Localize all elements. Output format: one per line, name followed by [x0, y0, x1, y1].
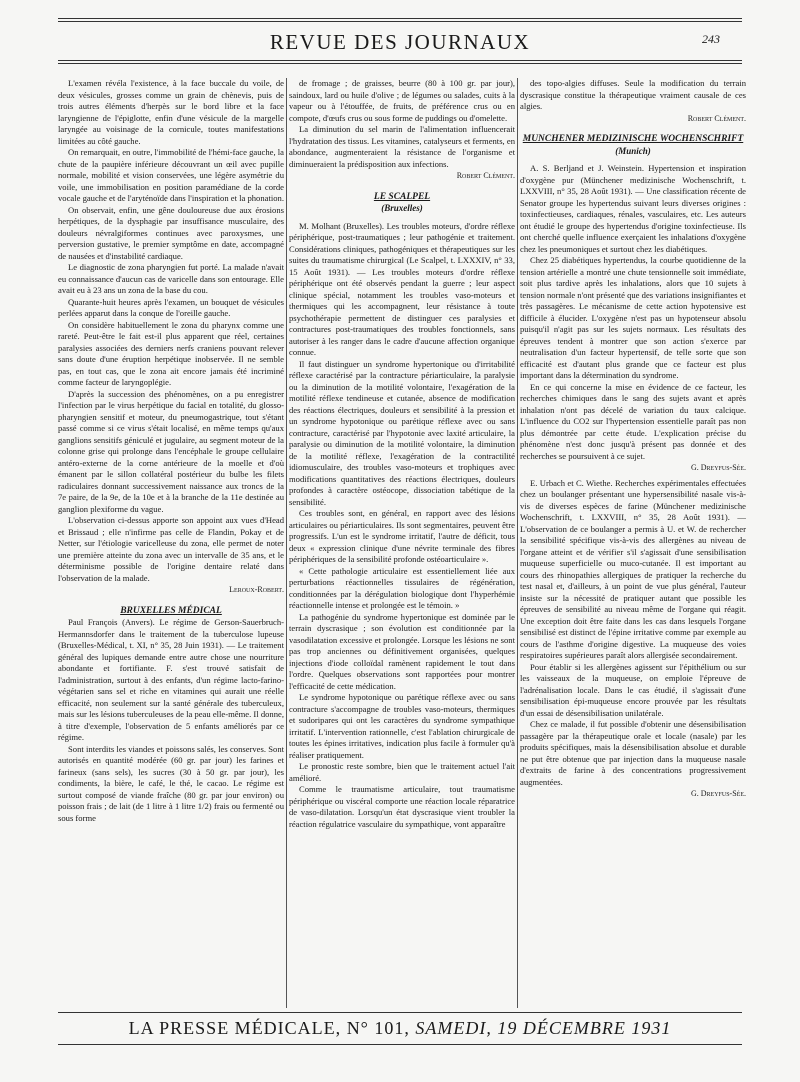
- paragraph: A. S. Berljand et J. Weinstein. Hypertension et inspiration d'oxygène pur (Münchener medizinische Wochenschrift, t. LXXVIII, n° 35, 28 Août 1931). — Une classification récente de Senator groupe les hypertendus suivant leurs diverses origines : toxinfectieuses, cardiaques, rénales, vasculaires, etc. Les auteurs ont étudié le groupe des hypertendus d'origine toxinfectieuse. Ils ont cherché quelle influence exerçaient les inhalations d'oxygène chez les pneumoniques et surtout chez les diabétiques.: [520, 163, 746, 254]
- text-column-2: [289, 78, 515, 1008]
- section-heading: MUNCHENER MEDIZINISCHE WOCHENSCHRIFT: [522, 134, 744, 144]
- text-column-3: [520, 78, 746, 1008]
- author-signature: G. Dreyfus-Sée.: [690, 463, 746, 472]
- paragraph: En ce qui concerne la mise en évidence de ce facteur, les recherches chimiques dans le sang des sujets avant et après inhalation n'ont pas décelé de variation du taux calcique. L'influence du CO2 sur l'hypertension essentielle paraît pas non plus démontrée par cette étude. L'explication précise du phénomène n'est donc jusqu'à présent pas donnée et des recherches se poursuivent à ce sujet.: [520, 381, 746, 461]
- author-signature: Leroux-Robert.: [229, 585, 284, 594]
- column-divider: [517, 78, 518, 1008]
- paragraph: Pour établir si les allergènes agissent sur l'épithélium ou sur les vaisseaux de la muqueuse, on emploie l'épreuve de l'adrénalisation locale. Dans le cas étudié, il s'agissait d'une sensibilisation épi-muqueuse encore prouvée par les résultats d'un essai de désensibilisation unilatérale.: [520, 661, 746, 718]
- paragraph: Chez ce malade, il fut possible d'obtenir une désensibilisation passagère par la thérapeutique orale et locale (nasale) par les produits spécifiques, mais la désensibilisation absolue et durable ne put être obtenue que par injection dans la muqueuse nasale d'extraits de farine à des concentrations progressivement augmentées.: [520, 719, 746, 787]
- paragraph: Ces troubles sont, en général, en rapport avec des lésions articulaires ou périarticulaires. Ils sont segmentaires, peuvent être progressifs. L'un est le syndrome irritatif, l'autre de déficit, tous deux « expression clinique d'une névrite terminale des fibres périphériques de la sensibilité profonde ostéoarticulaire ».: [289, 508, 515, 564]
- paragraph: On observait, enfin, une gêne douloureuse due aux érosions herpétiques, de la dysphagie par insuffisance musculaire, des douleurs névralgiformes continues avec paroxysmes, une perversion gustative, le premier symptôme en date, accompagné de nausées et d'instabilité cardiaque.: [58, 204, 284, 261]
- paragraph: Le pronostic reste sombre, bien que le traitement actuel l'ait amélioré.: [289, 761, 515, 783]
- text-column-1: [58, 78, 284, 1008]
- paragraph: L'observation ci-dessus apporte son appoint aux vues d'Head et Brissaud ; elle n'infirme pas celle de Flandin, Pokay et de Netter, sur l'étiologie varicelleuse du zona, elle permet de noter une première atteinte du zona avec un intervalle de 35 ans, et le déterminisme possible de l'origine dentaire relaté dans l'observation de la malade.: [58, 515, 284, 583]
- page-number: 243: [702, 32, 720, 46]
- paragraph: E. Urbach et C. Wiethe. Recherches expérimentales effectuées chez un boulanger présentant une hypersensibilité nasale vis-à-vis de diverses espèces de farine (Münchener medizinische Wochenschrift, t. LXXVIII, n° 35, 28 Août 1931). — L'observation de ce boulanger a permis à U. et W. de rechercher la sensibilité spécifique vis-à-vis des allergènes au niveau de l'organe atteint et de vérifier s'il s'agissait d'une sensibilisation muqueuse superficielle ou muco-cutanée. Il est important au cours des rhinopathies allergiques de pratiquer la recherche du test nasal et, d'ailleurs, à un point de vue plus général, l'auteur insiste sur la nécessité de pratiquer autant que possible les épreuves de sensibilité au niveau même de l'organe qui réagit. Une exception doit être faite dans les cas dans lesquels l'organe sensibilisé est distinct de l'épine irritative comme par exemple au cours de l'asthme d'origine digestive. La muqueuse des voies respiratoires supérieures paraît alors allergisée secondairement.: [520, 477, 746, 660]
- paragraph: Sont interdits les viandes et poissons salés, les conserves. Sont autorisés en quantité modérée (60 gr. par jour) les farines et farineux (sans sels), les sucres (30 à 50 gr. par jour), les condiments, la bière, le café, le thé, le cacao. Le régime est surtout composé de viande fraîche (80 gr. par jour environ) ou poisson frais ; de lait (de 1 litre à 1 litre 1/2) frais ou fermenté ou sous forme: [58, 743, 284, 823]
- header-rule-top: [58, 18, 742, 19]
- paragraph: Quarante-huit heures après l'examen, un bouquet de vésicules perlées apparut dans la conque de l'oreille gauche.: [58, 296, 284, 318]
- section-heading: LE SCALPEL: [373, 191, 431, 202]
- paragraph: des topo-algies diffuses. Seule la modification du terrain dyscrasique constitue la thérapeutique vraiment causale de ces algies.: [520, 78, 746, 111]
- section-heading: BRUXELLES MÉDICAL: [120, 605, 222, 616]
- footer-rule: [58, 1012, 742, 1013]
- footer-journal: LA PRESSE MÉDICALE,: [128, 1018, 342, 1038]
- paragraph: de fromage ; de graisses, beurre (80 à 100 gr. par jour), saindoux, lard ou huile d'olive ; de légumes ou salades, cuits à la vapeur ou à l'étouffée, de fruits, de préférence crus ou en compote, d'œufs crus ou sous forme de puddings ou d'omelette.: [289, 78, 515, 123]
- header-rule-top-2: [58, 21, 742, 22]
- footer-issue: N° 101,: [346, 1018, 410, 1038]
- paragraph: On considère habituellement le zona du pharynx comme une rareté. Peut-être le fait est-il plus apparent que réel, certaines paralysies associées des derniers nerfs craniens pouvant relever sans doute d'une éruption herpétique inobservée. Il ne semble pas, en tout cas, que le zona ait encore jamais été incriminé comme facteur de laryngoplégie.: [58, 319, 284, 387]
- paragraph: Le diagnostic de zona pharyngien fut porté. La malade n'avait eu connaissance d'aucun cas de varicelle dans son entourage. Elle avait eu à 23 ans un zona de la base du cou.: [58, 262, 284, 295]
- column-divider: [286, 78, 287, 1008]
- paragraph: On remarquait, en outre, l'immobilité de l'hémi-face gauche, la chute de la paupière inférieure découvrant un œil avec pupille normale, mobilité et vision conservées, une légère asymétrie du voile, une immobilisation en position paramédiane de la corde vocale gauche et de l'aryténoïde dans l'inspiration et la phonation.: [58, 147, 284, 203]
- author-signature: Robert Clément.: [687, 113, 746, 123]
- paragraph: La diminution du sel marin de l'alimentation influencerait l'hydratation des tissus. Les vitamines, catalyseurs et ferments, en abondance, augmenteraient la résistance de l'organisme et diminueraient la prédisposition aux infections.: [289, 124, 515, 169]
- header-rule-bottom: [58, 60, 742, 61]
- paragraph: La pathogénie du syndrome hypertonique est dominée par le terrain dyscrasique ; son évolution est conditionnée par la vasodilatation excessive et prolongée. Lorsque les lésions ne sont pas trop anciennes ou définitivement organisées, quelques injections d'iode colloïdal ramènent rapidement le tout dans l'ordre. Quelques observations sont rapportées pour montrer l'efficacité de cette médication.: [289, 611, 515, 691]
- footer-rule-bottom: [58, 1044, 742, 1045]
- footer-date: SAMEDI, 19 DÉCEMBRE 1931: [415, 1018, 672, 1038]
- paragraph: Il faut distinguer un syndrome hypertonique ou d'irritabilité réflexe caractérisé par la contracture périarticulaire, la paralysie ou la diminution de la motilité volontaire, l'exagération de la motilité réflexe tendineuse et cutanée, absence de modification des réactions électriques, douleurs et sensibilité à la pression et un syndrome hypotonique ou parétique réflexe avec ou sans contracture, caractérisé par l'hypotonie avec laxité articulaire, la paralysie ou diminution de la motilité volontaire, la diminution de la motilité réflexe, l'exagération de la contractilité idiomusculaire, des troubles vaso-moteurs et trophiques avec modifications quantitatives des réactions électriques, douleurs profondes à caractère ostéocope, dissociation tabétique de la sensibilité.: [289, 358, 515, 507]
- page-footer: [0, 1018, 800, 1039]
- paragraph: « Cette pathologie articulaire est essentiellement liée aux perturbations réactionnelles tissulaires de régénération, conditionnées par la dérégulation biologique dont l'hyperhémie réactionnelle intense et prolongée est le témoin. »: [289, 565, 515, 610]
- section-subheading: (Bruxelles): [381, 203, 423, 213]
- paragraph: Chez 25 diabétiques hypertendus, la courbe quotidienne de la tension artérielle a montré une chute tensionnelle soit immédiate, soit plus tardive après les inhalations, alors que 10 sujets à tension normale n'ont présenté que des variations insignifiantes et très passagères. Le mécanisme de cette action hypotensive est difficile à élucider. L'oxygène n'est pas un hypotenseur absolu puisqu'il n'agit pas sur les sujets normaux. Les résultats des épreuves tendent à montrer que son action s'exerce par neutralisation d'un facteur hypertensif, de telle sorte que son efficacité est d'autant plus grande que ce facteur est plus important dans la détermination du syndrome.: [520, 255, 746, 380]
- paragraph: L'examen révéla l'existence, à la face buccale du voile, de deux vésicules, grosses comme un grain de chènevis, puis de trois autres éléments d'herpès sur le bord libre et la face laryngienne de l'épiglotte, enfin d'une vésicule de la margelle laryngée au voisinage de la cornicule, toutes manifestations limitées au côté gauche.: [58, 78, 284, 146]
- paragraph: D'après la succession des phénomènes, on a pu enregistrer l'infection par le virus herpétique du facial en totalité, du glosso-pharyngien sensitif et moteur, du pneumogastrique, tout s'étant passé comme si ce virus s'était localisé, en même temps qu'aux ganglions sensitifs géniculé et jugulaire, au segment moteur de la colonne grise qui prolonge dans l'encéphale le groupe cellulaire antéro-externe de la corne antérieure de la moelle et d'où émanent par le sillon collatéral postérieur du bulbe les filets radiculaires donnant successivement naissance aux troncs de la 7e paire, de la 9e, de la 10e et à la branche de la 11e destinée au ganglion plexiforme du vague.: [58, 388, 284, 514]
- header-rule-bottom-2: [58, 63, 742, 64]
- author-signature: G. Dreyfus-Sée.: [690, 789, 746, 798]
- author-signature: Robert Clément.: [456, 171, 515, 180]
- paragraph: Paul François (Anvers). Le régime de Gerson-Sauerbruch-Hermannsdorfer dans le traitement de la tuberculose lupeuse (Bruxelles-Médical, t. XI, n° 35, 28 Juin 1931). — Le traitement général des lupiques demande entre autre chose une nourriture abondante et fortifiante. F. s'est trouvé satisfait de l'administration, surtout à des enfants, d'un régime lacto-farino-végétarien sans sel et riche en vitamines qui aurait une réelle efficacité, non seulement sur la santé générale des tuberculeux, mais sur les lésions tuberculeuses de la peau elle-même. Il donne, à titre d'exemple, l'observation de 5 enfants améliorés par ce régime.: [58, 617, 284, 742]
- paragraph: Le syndrome hypotonique ou parétique réflexe avec ou sans contracture s'accompagne de troubles vaso-moteurs, thermiques et sudoripares qui ont les caractères du syndrome sympathique irritatif. L'intervention rationnelle, c'est l'ablation chirurgicale de toutes les épines irritatives, indication plus facile à formuler qu'à réaliser pratiquement.: [289, 692, 515, 760]
- paragraph: Comme le traumatisme articulaire, tout traumatisme périphérique ou viscéral comporte une réaction locale réparatrice de vaso-dilatation. Lorsqu'un état dyscrasique vient troubler la réaction régulatrice vasculaire du sympathique, vont apparaître: [289, 784, 515, 829]
- paragraph: M. Molhant (Bruxelles). Les troubles moteurs, d'ordre réflexe périphérique, post-traumatiques ; leur pathogénie et traitement. Considérations cliniques, pathogéniques et thérapeutiques sur les suites du traumatisme chirurgical (Le Scalpel, t. LXXXIV, n° 33, 15 Août 1931). — Les troubles moteurs d'ordre réflexe périphérique ont été observés pendant la guerre ; leur aspect clinique spécial, notamment les troubles vaso-moteurs et thermiques qui les accompagnent, leur résistance à toute psychothérapie permettent de distinguer ces paralysies et contractures post-traumatiques des troubles fonctionnels, sans autoriser à les ranger dans le cadre d'aucune affection organique connue.: [289, 220, 515, 357]
- journal-section-title: REVUE DES JOURNAUX: [269, 30, 531, 54]
- section-subheading: (Munich): [615, 145, 651, 156]
